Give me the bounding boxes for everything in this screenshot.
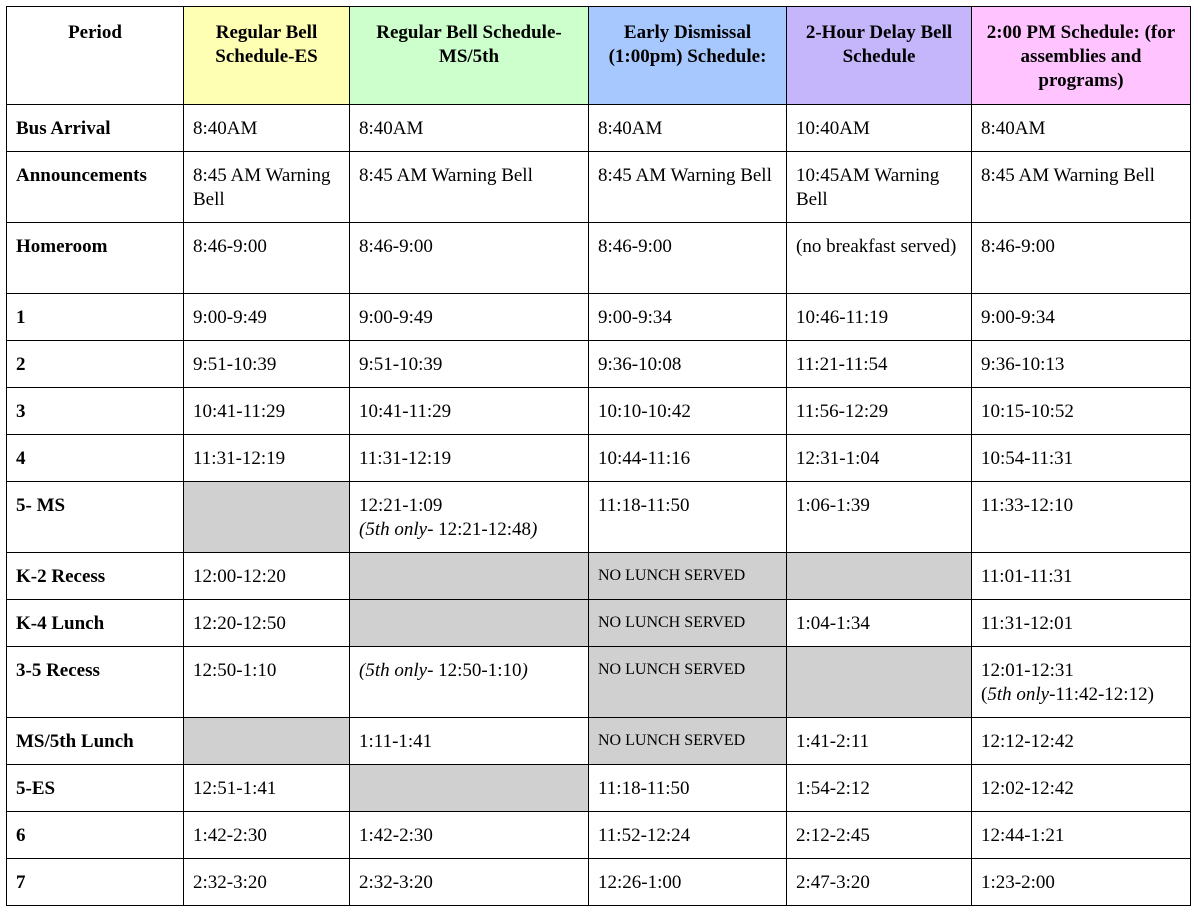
early-cell: 9:00-9:34 (589, 294, 787, 341)
ms-cell: 8:45 AM Warning Bell (350, 152, 589, 223)
delay-cell: 12:31-1:04 (787, 435, 972, 482)
table-row (7, 294, 1191, 341)
es-cell: 9:00-9:49 (184, 294, 350, 341)
table-row (7, 388, 1191, 435)
period-label: 7 (7, 859, 184, 906)
period-label: K-4 Lunch (7, 600, 184, 647)
es-cell: 12:20-12:50 (184, 600, 350, 647)
early-cell: 11:18-11:50 (589, 482, 787, 553)
es-cell-blocked (184, 718, 350, 765)
es-cell: 1:42-2:30 (184, 812, 350, 859)
period-label: 3-5 Recess (7, 647, 184, 718)
early-cell: 10:44-11:16 (589, 435, 787, 482)
two-pm-cell: 8:46-9:00 (972, 223, 1191, 294)
es-cell: 9:51-10:39 (184, 341, 350, 388)
header-regular-es: Regular Bell Schedule-ES (184, 7, 350, 105)
note-label: 5th only- (365, 660, 434, 681)
es-cell: 10:41-11:29 (184, 388, 350, 435)
two-pm-cell: 11:31-12:01 (972, 600, 1191, 647)
early-cell: 11:52-12:24 (589, 812, 787, 859)
two-pm-cell: 12:02-12:42 (972, 765, 1191, 812)
two-pm-cell: 9:36-10:13 (972, 341, 1191, 388)
table-row (7, 765, 1191, 812)
two-pm-cell: 12:44-1:21 (972, 812, 1191, 859)
two-pm-cell: 12:12-12:42 (972, 718, 1191, 765)
ms-cell: 8:40AM (350, 105, 589, 152)
ms-cell: 8:46-9:00 (350, 223, 589, 294)
table-row (7, 435, 1191, 482)
early-cell: 8:45 AM Warning Bell (589, 152, 787, 223)
delay-cell-blocked (787, 647, 972, 718)
ms-cell: 2:32-3:20 (350, 859, 589, 906)
ms-note (359, 518, 579, 542)
table-row (7, 105, 1191, 152)
es-cell: 12:51-1:41 (184, 765, 350, 812)
two-pm-cell: 1:23-2:00 (972, 859, 1191, 906)
two-pm-cell: 8:45 AM Warning Bell (972, 152, 1191, 223)
ms-cell: 9:51-10:39 (350, 341, 589, 388)
ms-time: 12:21-1:09 (359, 495, 443, 516)
table-row (7, 553, 1191, 600)
note-close: ) (521, 660, 528, 681)
period-label: Bus Arrival (7, 105, 184, 152)
two-pm-cell: 11:33-12:10 (972, 482, 1191, 553)
period-label: K-2 Recess (7, 553, 184, 600)
delay-cell: 2:12-2:45 (787, 812, 972, 859)
header-two-pm-schedule: 2:00 PM Schedule: (for assemblies and programs) (972, 7, 1191, 105)
early-cell-no-lunch: NO LUNCH SERVED (589, 718, 787, 765)
delay-cell: 11:56-12:29 (787, 388, 972, 435)
ms-cell: 11:31-12:19 (350, 435, 589, 482)
note-open: ( (981, 684, 988, 705)
note-close: ) (531, 519, 538, 540)
table-row (7, 152, 1191, 223)
delay-cell: 10:40AM (787, 105, 972, 152)
ms-cell-blocked (350, 553, 589, 600)
note-close: ) (1147, 684, 1154, 705)
early-cell-no-lunch: NO LUNCH SERVED (589, 647, 787, 718)
note-label: 5th only- (987, 684, 1056, 705)
period-label: 1 (7, 294, 184, 341)
two-pm-cell: 10:15-10:52 (972, 388, 1191, 435)
delay-cell: 1:54-2:12 (787, 765, 972, 812)
table-row (7, 647, 1191, 718)
delay-cell: (no breakfast served) (787, 223, 972, 294)
es-cell: 8:45 AM Warning Bell (184, 152, 350, 223)
two-pm-cell: 8:40AM (972, 105, 1191, 152)
period-label: 4 (7, 435, 184, 482)
ms-cell: 9:00-9:49 (350, 294, 589, 341)
es-cell-blocked (184, 482, 350, 553)
header-two-hour-delay: 2-Hour Delay Bell Schedule (787, 7, 972, 105)
period-label: MS/5th Lunch (7, 718, 184, 765)
ms-cell: 10:41-11:29 (350, 388, 589, 435)
early-cell: 10:10-10:42 (589, 388, 787, 435)
note-time: 12:21-12:48 (433, 519, 532, 540)
table-row (7, 718, 1191, 765)
es-cell: 2:32-3:20 (184, 859, 350, 906)
table-row (7, 812, 1191, 859)
table-row (7, 482, 1191, 553)
table-row (7, 341, 1191, 388)
ms-cell-blocked (350, 765, 589, 812)
delay-cell: 2:47-3:20 (787, 859, 972, 906)
early-cell: 12:26-1:00 (589, 859, 787, 906)
delay-cell: 11:21-11:54 (787, 341, 972, 388)
note-open: ( (359, 519, 366, 540)
period-label: 6 (7, 812, 184, 859)
es-cell: 8:40AM (184, 105, 350, 152)
period-label: 5-ES (7, 765, 184, 812)
es-cell: 12:50-1:10 (184, 647, 350, 718)
ms-cell-blocked (350, 600, 589, 647)
delay-cell: 10:46-11:19 (787, 294, 972, 341)
two-pm-cell: 10:54-11:31 (972, 435, 1191, 482)
ms-cell: 1:11-1:41 (350, 718, 589, 765)
header-row (7, 7, 1191, 105)
delay-cell: 10:45AM Warning Bell (787, 152, 972, 223)
table-row (7, 223, 1191, 294)
delay-cell: 1:41-2:11 (787, 718, 972, 765)
header-early-dismissal: Early Dismissal (1:00pm) Schedule: (589, 7, 787, 105)
two-pm-time: 12:01-12:31 (981, 660, 1074, 681)
two-pm-cell: 9:00-9:34 (972, 294, 1191, 341)
early-cell-no-lunch: NO LUNCH SERVED (589, 600, 787, 647)
header-regular-ms-5th: Regular Bell Schedule-MS/5th (350, 7, 589, 105)
early-cell: 8:40AM (589, 105, 787, 152)
note-open: ( (359, 660, 366, 681)
es-cell: 8:46-9:00 (184, 223, 350, 294)
early-cell: 9:36-10:08 (589, 341, 787, 388)
period-label: 3 (7, 388, 184, 435)
two-pm-cell (972, 647, 1191, 718)
ms-cell (350, 647, 589, 718)
note-time: 12:50-1:10 (433, 660, 522, 681)
delay-cell: 1:06-1:39 (787, 482, 972, 553)
header-period: Period (7, 7, 184, 105)
period-label: Homeroom (7, 223, 184, 294)
delay-cell: 1:04-1:34 (787, 600, 972, 647)
note-label: 5th only- (365, 519, 434, 540)
period-label: Announcements (7, 152, 184, 223)
note-time: 11:42-12:12 (1055, 684, 1148, 705)
period-label: 5- MS (7, 482, 184, 553)
early-cell: 11:18-11:50 (589, 765, 787, 812)
early-cell-no-lunch: NO LUNCH SERVED (589, 553, 787, 600)
es-cell: 11:31-12:19 (184, 435, 350, 482)
ms-cell (350, 482, 589, 553)
delay-cell-blocked (787, 553, 972, 600)
table-row (7, 859, 1191, 906)
table-row (7, 600, 1191, 647)
es-cell: 12:00-12:20 (184, 553, 350, 600)
period-label: 2 (7, 341, 184, 388)
ms-cell: 1:42-2:30 (350, 812, 589, 859)
two-pm-note (981, 683, 1181, 707)
bell-schedule-table (6, 6, 1191, 906)
two-pm-cell: 11:01-11:31 (972, 553, 1191, 600)
early-cell: 8:46-9:00 (589, 223, 787, 294)
